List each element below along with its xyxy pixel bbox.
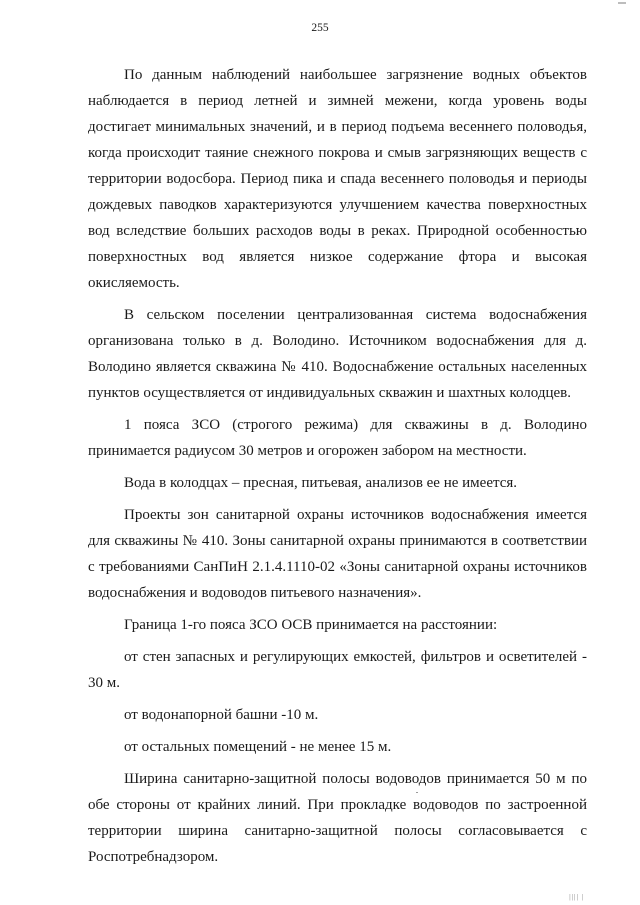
scan-artifact-corner: |||| | [569,893,584,901]
paragraph-distance-premises: от остальных помещений - не менее 15 м. [124,739,392,755]
paragraph-water-supply-system: В сельском поселении централизованная система водоснабжения организована только в д. Володино. Источником водоснабжения для д. Володино является скважина № 410. Водоснабжение остальных населенных пунктов осуществляется от индивидуальных скважин и шахтных колодцев. [88,307,587,401]
paragraph-sanitary-zones: Проекты зон санитарной охраны источников водоснабжения имеется для скважины № 410. Зоны санитарной охраны принимаются в соответствии с требованиями СанПиН 2.1.4.1110-02 «Зоны санитарной охраны источников водоснабжения и водоводов питьевого назначения». [88,507,587,601]
paragraph-distance-tanks: от стен запасных и регулирующих емкостей, фильтров и осветителей - 30 м. [88,649,587,691]
paragraph-zso-first-belt: 1 пояса ЗСО (строгого режима) для скважины в д. Володино принимается радиусом 30 метров и огорожен забором на местности. [88,417,587,459]
scan-dot [416,792,418,793]
paragraph-well-water: Вода в колодцах – пресная, питьевая, анализов ее не имеется. [124,475,518,491]
page-number: 255 [311,22,329,34]
document-body [88,62,587,870]
paragraph-protection-strip: Ширина санитарно-защитной полосы водоводов принимается 50 м по обе стороны от крайних линий. При прокладке водоводов по застроенной территории ширина санитарно-защитной полосы согласовывается с Роспотребнадзором. [88,771,587,865]
paragraph-zso-boundary: Граница 1-го пояса ЗСО ОСВ принимается на расстоянии: [124,617,498,633]
paragraph-distance-tower: от водонапорной башни -10 м. [124,707,319,723]
paragraph-water-pollution: По данным наблюдений наибольшее загрязнение водных объектов наблюдается в период летней и зимней межени, когда уровень воды достигает минимальных значений, и в период подъема весеннего половодья, когда происходит таяние снежного покрова и смыв загрязняющих веществ с территории водосбора. Период пика и спада весеннего половодья и периоды дождевых паводков характеризуются улучшением качества поверхностных вод вследствие больших расходов воды в реках. Природной особенностью поверхностных вод является низкое содержание фтора и высокая окисляемость. [88,67,587,291]
scan-artifact [618,2,626,4]
